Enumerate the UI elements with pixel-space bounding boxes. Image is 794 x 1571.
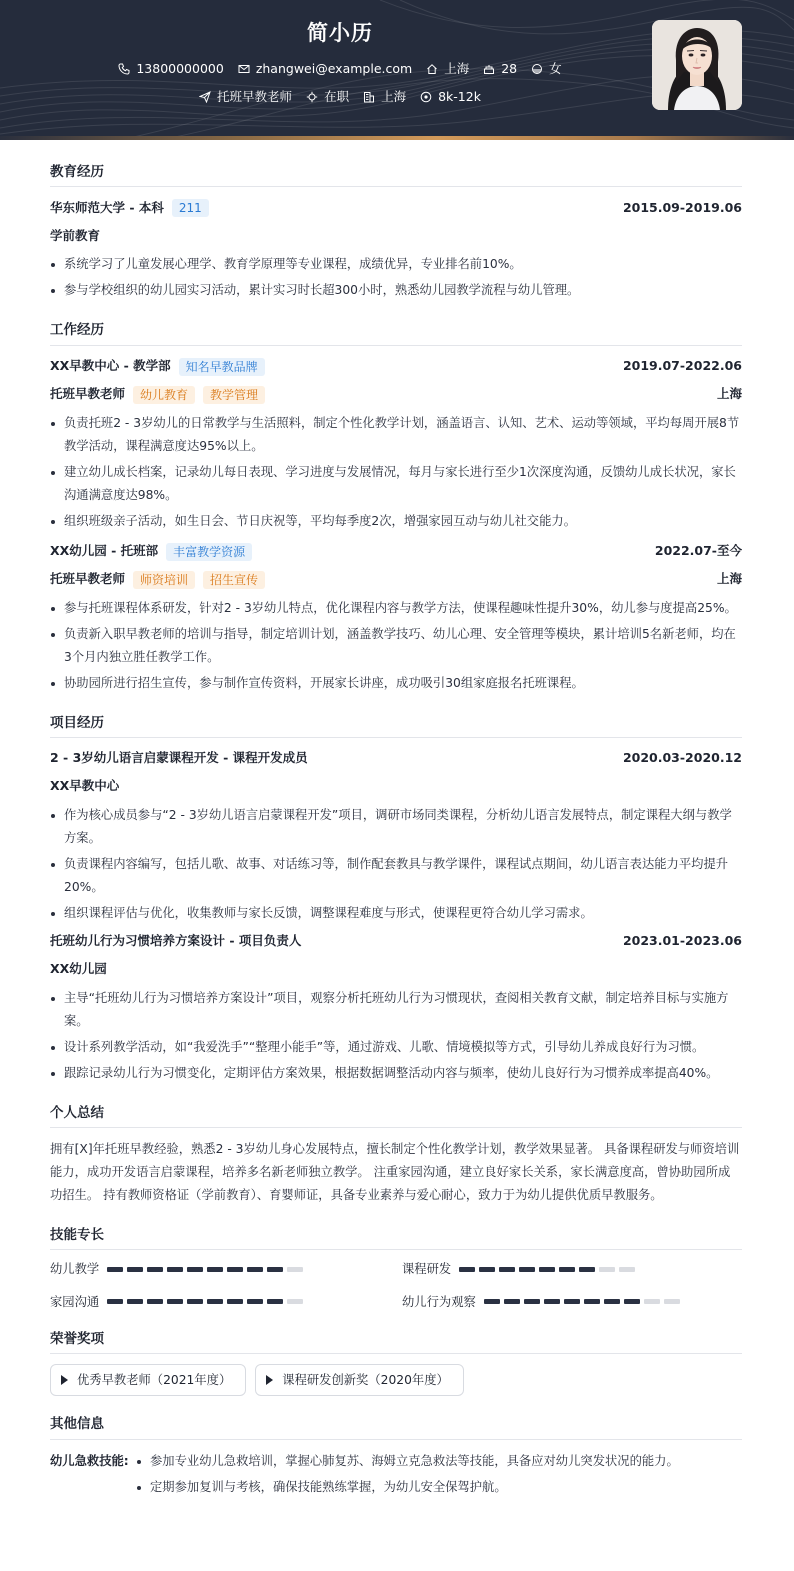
project-entry-head: [50, 748, 742, 770]
education-major-line: [50, 225, 742, 247]
skill-segment-filled: [559, 1267, 575, 1272]
list-item: 主导“托班幼儿行为习惯培养方案设计”项目，观察分析托班幼儿行为习惯现状，查阅相关教育文献，制定培养目标与实施方案。: [50, 987, 742, 1033]
project-name: 托班幼儿行为习惯培养方案设计 - 项目负责人: [50, 933, 302, 949]
work-city-text: 上海: [381, 89, 407, 104]
project-bullets: [50, 987, 742, 1085]
project-entry: [50, 748, 742, 925]
position-item: [199, 88, 292, 107]
company-name: XX早教中心 - 教学部: [50, 358, 171, 374]
honor-badge: [50, 1364, 246, 1396]
skill-segment-filled: [459, 1267, 475, 1272]
skill-segment-filled: [247, 1267, 263, 1272]
work-entry-head: [50, 541, 742, 563]
age-item: [483, 60, 517, 79]
list-item: 负责课程内容编写，包括儿歌、故事、对话练习等，制作配套教具与教学课件，课程试点期间，幼儿语言表达能力平均提升20%。: [50, 853, 742, 899]
skill-segment-empty: [644, 1299, 660, 1304]
gender-text: 女: [549, 61, 562, 76]
avatar-photo: [652, 20, 742, 110]
section-title-honors: 荣誉奖项: [50, 1329, 742, 1354]
work-date: 2019.07-2022.06: [622, 358, 742, 374]
skill-segment-filled: [524, 1299, 540, 1304]
project-date: 2020.03-2020.12: [622, 750, 742, 766]
position-text: 托班早教老师: [217, 89, 293, 104]
education-entry-head: [50, 197, 742, 219]
skill-item: [402, 1260, 742, 1278]
skill-name: 课程研发: [402, 1262, 452, 1277]
honor-text: 课程研发创新奖（2020年度）: [282, 1373, 449, 1388]
project-bullets: [50, 804, 742, 925]
other-info: [50, 1450, 742, 1502]
skill-segment-empty: [619, 1267, 635, 1272]
list-item: 设计系列教学活动，如“我爱洗手”“整理小能手”等，通过游戏、儿歌、情境模拟等方式，引导幼儿养成良好行为习惯。: [50, 1036, 742, 1059]
skill-segment-empty: [287, 1267, 303, 1272]
school-name: 华东师范大学 - 本科: [50, 199, 164, 215]
skill-segment-filled: [207, 1267, 223, 1272]
header-accent-line: [0, 136, 794, 140]
company-name: XX幼儿园 - 托班部: [50, 543, 159, 559]
skill-item: [50, 1293, 402, 1311]
work-entry: [50, 356, 742, 533]
list-item: 系统学习了儿童发展心理学、教育学原理等专业课程，成绩优异，专业排名前10%。: [50, 253, 742, 276]
project-entry: [50, 931, 742, 1085]
project-date: 2023.01-2023.06: [622, 933, 742, 949]
status-text: 在职: [324, 89, 350, 104]
skill-segment-filled: [267, 1299, 283, 1304]
education-date: 2015.09-2019.06: [622, 199, 742, 215]
skill-level-bar: [459, 1267, 639, 1272]
skill-segment-filled: [584, 1299, 600, 1304]
work-role-line: [50, 384, 742, 406]
list-item: 组织班级亲子活动，如生日会、节日庆祝等，平均每季度2次，增强家园互动与幼儿社交能力。: [50, 510, 742, 533]
skill-level-bar: [107, 1299, 307, 1304]
skill-segment-filled: [187, 1267, 203, 1272]
skill-segment-filled: [544, 1299, 560, 1304]
avatar: [652, 20, 742, 110]
phone-icon: [118, 63, 130, 75]
skill-segment-filled: [147, 1267, 163, 1272]
skill-segment-empty: [287, 1299, 303, 1304]
company-tag: 丰富教学资源: [166, 543, 252, 561]
skill-segment-empty: [664, 1299, 680, 1304]
salary-text: 8k-12k: [438, 89, 481, 104]
status-icon: [306, 91, 318, 103]
work-date: 2022.07-至今: [654, 543, 742, 559]
skill-segment-filled: [604, 1299, 620, 1304]
skill-segment-filled: [504, 1299, 520, 1304]
skill-segment-filled: [267, 1267, 283, 1272]
work-bullets: [50, 412, 742, 533]
skill-segment-filled: [107, 1299, 123, 1304]
honor-text: 优秀早教老师（2021年度）: [77, 1373, 232, 1388]
status-item: [306, 88, 349, 107]
phone-text: 13800000000: [136, 61, 224, 76]
location-item: [426, 60, 469, 79]
summary-text: 拥有[X]年托班早教经验，熟悉2 - 3岁幼儿身心发展特点，擅长制定个性化教学计划，教学效果显著。 具备课程研发与师资培训能力，成功开发语言启蒙课程，培养多名新老师独立教学。 注重家园沟通，建立良好家长关系，家长满意度高，曾协助园所成功招生。 持有教师资格证（学前教育）、育婴师证，具备专业素养与爱心耐心，致力于为幼儿提供优质早教服务。: [50, 1142, 740, 1202]
work-city: 上海: [716, 386, 742, 402]
list-item: 负责托班2 - 3岁幼儿的日常教学与生活照料，制定个性化教学计划，涵盖语言、认知、艺术、运动等领域，平均每周开展8节教学活动，课程满意度达95%以上。: [50, 412, 742, 458]
age-icon: [483, 63, 495, 75]
skills-grid: [50, 1260, 742, 1311]
section-title-work: 工作经历: [50, 320, 742, 345]
education-entry: [50, 197, 742, 302]
work-bullets: [50, 597, 742, 695]
project-org-line: [50, 776, 742, 798]
role-tag: 幼儿教育: [133, 386, 195, 404]
skill-segment-filled: [127, 1267, 143, 1272]
list-item: 跟踪记录幼儿行为习惯变化，定期评估方案效果，根据数据调整活动内容与频率，使幼儿良好行为习惯养成率提高40%。: [50, 1062, 742, 1085]
work-city-item: [363, 88, 406, 107]
email-text: zhangwei@example.com: [255, 61, 413, 76]
list-item: 定期参加复训与考核，确保技能熟练掌握，为幼儿安全保驾护航。: [136, 1476, 736, 1499]
skill-segment-filled: [479, 1267, 495, 1272]
skill-segment-filled: [624, 1299, 640, 1304]
work-entry-head: [50, 356, 742, 378]
contact-row: [0, 60, 680, 79]
skill-level-bar: [484, 1299, 684, 1304]
skill-segment-filled: [227, 1299, 243, 1304]
skill-segment-filled: [187, 1299, 203, 1304]
list-item: 负责新入职早教老师的培训与指导，制定培训计划，涵盖教学技巧、幼儿心理、安全管理等模块，累计培训5名新老师，均在3个月内独立胜任教学工作。: [50, 623, 742, 669]
skill-segment-filled: [207, 1299, 223, 1304]
home-icon: [426, 63, 438, 75]
list-item: 组织课程评估与优化，收集教师与家长反馈，调整课程难度与形式，使课程更符合幼儿学习需求。: [50, 902, 742, 925]
list-item: 作为核心成员参与“2 - 3岁幼儿语言启蒙课程开发”项目，调研市场同类课程，分析幼儿语言发展特点，制定课程大纲与教学方案。: [50, 804, 742, 850]
send-icon: [199, 91, 211, 103]
building-icon: [363, 91, 375, 103]
skill-segment-filled: [579, 1267, 595, 1272]
role-tag: 招生宣传: [203, 571, 265, 589]
skill-name: 家园沟通: [50, 1294, 100, 1309]
resume-header: [0, 0, 794, 140]
mail-icon: [238, 63, 250, 75]
list-item: 参与学校组织的幼儿园实习活动，累计实习时长超300小时，熟悉幼儿园教学流程与幼儿管理。: [50, 279, 742, 302]
skill-segment-filled: [167, 1299, 183, 1304]
role-tag: 师资培训: [133, 571, 195, 589]
other-bullets: [136, 1450, 736, 1502]
list-item: 协助园所进行招生宣传，参与制作宣传资料，开展家长讲座，成功吸引30组家庭报名托班课程。: [50, 672, 742, 695]
section-title-summary: 个人总结: [50, 1103, 742, 1128]
work-role: 托班早教老师: [50, 386, 126, 402]
skill-item: [402, 1293, 742, 1311]
skill-segment-filled: [484, 1299, 500, 1304]
gender-icon: [531, 63, 543, 75]
skill-segment-filled: [247, 1299, 263, 1304]
honor-badge: [255, 1364, 464, 1396]
section-title-other: 其他信息: [50, 1414, 742, 1439]
age-text: 28: [501, 61, 518, 76]
project-name: 2 - 3岁幼儿语言启蒙课程开发 - 课程开发成员: [50, 750, 308, 766]
skill-name: 幼儿行为观察: [402, 1294, 476, 1309]
email-item: [238, 60, 412, 79]
role-tag: 教学管理: [203, 386, 265, 404]
honors-list: [50, 1364, 742, 1396]
location-text: 上海: [444, 61, 470, 76]
skill-segment-empty: [599, 1267, 615, 1272]
education-major: 学前教育: [50, 227, 101, 243]
other-label: 幼儿急救技能:: [50, 1453, 129, 1468]
section-title-projects: 项目经历: [50, 713, 742, 738]
salary-icon: [420, 91, 432, 103]
salary-item: [420, 88, 481, 107]
work-entry: [50, 541, 742, 695]
play-icon: [61, 1375, 68, 1385]
company-tag: 知名早教品牌: [179, 358, 265, 376]
skill-segment-filled: [167, 1267, 183, 1272]
section-title-skills: 技能专长: [50, 1225, 742, 1250]
gender-item: [531, 60, 562, 79]
skill-segment-filled: [539, 1267, 555, 1272]
phone-item: [118, 60, 223, 79]
work-role: 托班早教老师: [50, 571, 126, 587]
skill-segment-filled: [127, 1299, 143, 1304]
job-intent-row: [0, 88, 680, 107]
skill-segment-filled: [227, 1267, 243, 1272]
project-entry-head: [50, 931, 742, 953]
resume-body: [50, 152, 742, 1502]
education-bullets: [50, 253, 742, 302]
skill-level-bar: [107, 1267, 307, 1272]
skill-segment-filled: [107, 1267, 123, 1272]
list-item: 参加专业幼儿急救培训，掌握心肺复苏、海姆立克急救法等技能，具备应对幼儿突发状况的能力。: [136, 1450, 736, 1473]
project-org-line: [50, 959, 742, 981]
skill-segment-filled: [147, 1299, 163, 1304]
skill-segment-filled: [564, 1299, 580, 1304]
list-item: 建立幼儿成长档案，记录幼儿每日表现、学习进度与发展情况，每月与家长进行至少1次深度沟通，反馈幼儿成长状况，家长沟通满意度达98%。: [50, 461, 742, 507]
skill-segment-filled: [519, 1267, 535, 1272]
play-icon: [266, 1375, 273, 1385]
resume-name: 简小历: [307, 21, 373, 45]
school-tag: 211: [172, 199, 209, 217]
section-title-education: 教育经历: [50, 162, 742, 187]
list-item: 参与托班课程体系研发，针对2 - 3岁幼儿特点，优化课程内容与教学方法，使课程趣味性提升30%，幼儿参与度提高25%。: [50, 597, 742, 620]
project-org: XX早教中心: [50, 778, 120, 794]
work-city: 上海: [716, 571, 742, 587]
project-org: XX幼儿园: [50, 961, 107, 977]
skill-name: 幼儿教学: [50, 1262, 100, 1277]
work-role-line: [50, 569, 742, 591]
skill-segment-filled: [499, 1267, 515, 1272]
skill-item: [50, 1260, 402, 1278]
